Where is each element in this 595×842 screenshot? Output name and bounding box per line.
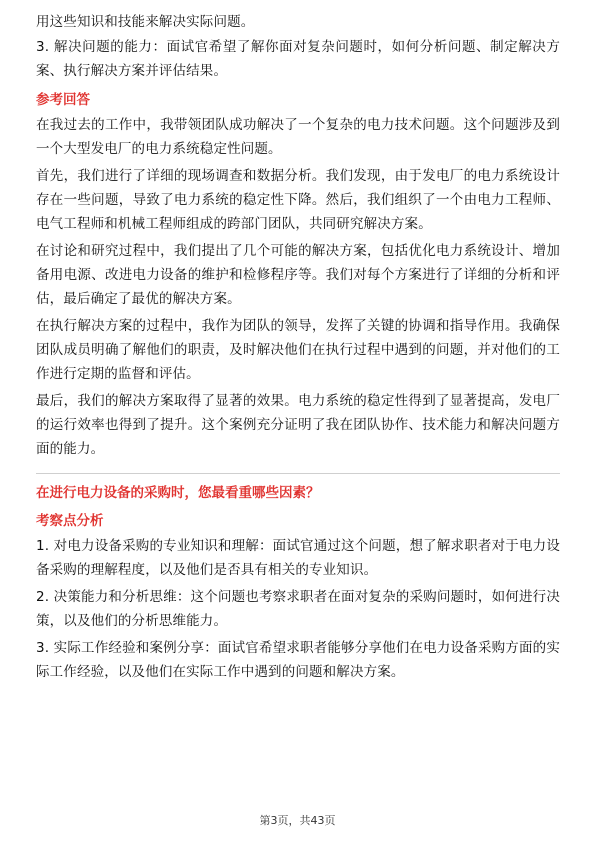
answer-paragraph: 首先，我们进行了详细的现场调查和数据分析。我们发现，由于发电厂的电力系统设计存在一些问题，导致了电力系统的稳定性下降。然后，我们组织了一个由电力工程师、电气工程师和机械工程师组成的跨部门团队，共同研究解决方案。	[36, 168, 560, 232]
answer-paragraph: 在执行解决方案的过程中，我作为团队的领导，发挥了关键的协调和指导作用。我确保团队成员明确了解他们的职责，及时解决他们在执行过程中遇到的问题，并对他们的工作进行定期的监督和评估。	[36, 318, 560, 382]
question-title: 在进行电力设备的采购时，您最看重哪些因素？	[36, 485, 320, 501]
analysis-heading: 考察点分析	[36, 513, 104, 529]
section-divider	[36, 473, 560, 474]
question-point-3: 3. 解决问题的能力：面试官希望了解你面对复杂问题时，如何分析问题、制定解决方案、执行解决方案并评估结果。	[36, 39, 560, 79]
analysis-point: 1. 对电力设备采购的专业知识和理解：面试官通过这个问题，想了解求职者对于电力设备采购的理解程度，以及他们是否具有相关的专业知识。	[36, 538, 560, 578]
reference-answer-heading: 参考回答	[36, 92, 90, 108]
analysis-point: 2. 决策能力和分析思维：这个问题也考察求职者在面对复杂的采购问题时，如何进行决策，以及他们的分析思维能力。	[36, 589, 560, 629]
page-footer: 第3页，共43页	[259, 814, 336, 827]
answer-paragraph: 最后，我们的解决方案取得了显著的效果。电力系统的稳定性得到了显著提高，发电厂的运行效率也得到了提升。这个案例充分证明了我在团队协作、技术能力和解决问题方面的能力。	[36, 393, 560, 457]
answer-paragraph: 在讨论和研究过程中，我们提出了几个可能的解决方案，包括优化电力系统设计、增加备用电源、改进电力设备的维护和检修程序等。我们对每个方案进行了详细的分析和评估，最后确定了最优的解决方案。	[36, 243, 560, 307]
document-page	[36, 10, 560, 687]
analysis-point: 3. 实际工作经验和案例分享：面试官希望求职者能够分享他们在电力设备采购方面的实际工作经验，以及他们在实际工作中遇到的问题和解决方案。	[36, 640, 560, 680]
answer-paragraph: 在我过去的工作中，我带领团队成功解决了一个复杂的电力技术问题。这个问题涉及到一个大型发电厂的电力系统稳定性问题。	[36, 117, 560, 157]
continuation-text: 用这些知识和技能来解决实际问题。	[36, 14, 255, 30]
